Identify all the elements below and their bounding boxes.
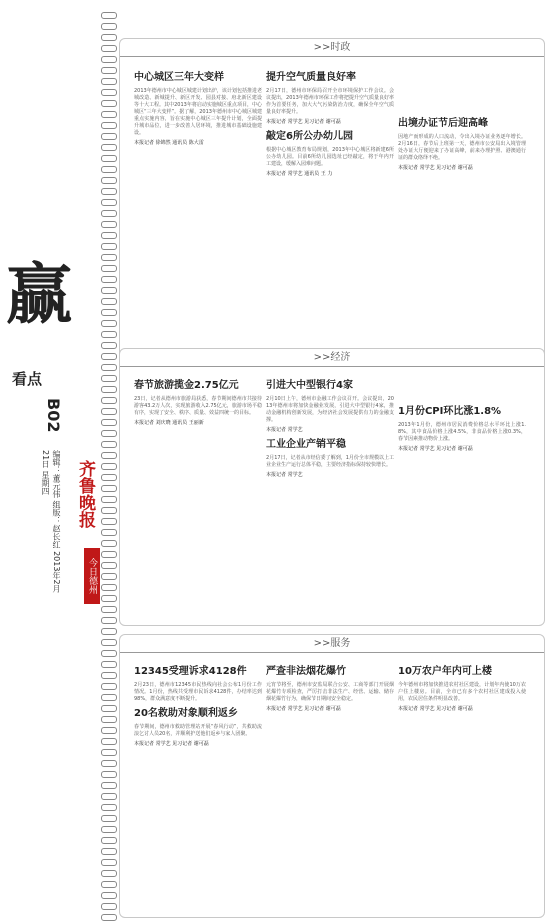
binder-ring: [101, 562, 117, 569]
section-politics: [119, 38, 545, 378]
binder-ring: [101, 485, 117, 492]
section-economy: [119, 348, 545, 626]
article-title: 工业企业产销平稳: [266, 439, 346, 450]
article-body: 今年德州市将加快推进农村社区建设，计划年内使10万农户住上楼房。目前，全市已有多个农村社区建成投入使用，农民居住条件明显改善。: [398, 682, 526, 702]
binder-ring: [101, 254, 117, 261]
article-byline: 本报记者 常学艺 见习记者 谢可磊: [266, 706, 341, 712]
binder-ring: [101, 419, 117, 426]
binder-ring: [101, 111, 117, 118]
binder-ring: [101, 375, 117, 382]
binder-ring: [101, 177, 117, 184]
binder-ring: [101, 881, 117, 888]
binder-ring: [101, 540, 117, 547]
article-body: 因地产而形成的人口流动，令出入境办证业务逐年增长。2月16日，春节后上班第一天，德州市公安局出入境管理处办证大厅便迎来了办证高峰，前来办理护照、港澳通行证的群众络绎不绝。: [398, 134, 526, 161]
page-meta: 编辑：董元伟 组版：赵长红 2013年2月21日 星期四: [41, 450, 61, 593]
binder-ring: [101, 78, 117, 85]
binder-ring: [101, 903, 117, 910]
article-byline: 本报记者 常学艺 通讯员 王 力: [266, 171, 333, 177]
binder-ring: [101, 232, 117, 239]
binder-ring: [101, 892, 117, 899]
binder-rings: [101, 0, 115, 924]
binder-ring: [101, 452, 117, 459]
binder-ring: [101, 474, 117, 481]
binder-ring: [101, 595, 117, 602]
section-header: [120, 635, 544, 653]
column: [266, 71, 394, 182]
binder-ring: [101, 507, 117, 514]
binder-ring: [101, 705, 117, 712]
binder-ring: [101, 122, 117, 129]
section-header-label: >>时政: [308, 42, 357, 53]
article-byline: 本报记者 常学艺 见习记者 谢可磊: [398, 706, 473, 712]
article-title: 春节旅游揽金2.75亿元: [134, 380, 239, 391]
section-header-label: >>服务: [308, 638, 357, 649]
binder-ring: [101, 529, 117, 536]
article-byline: 本报记者 常学艺 见习记者 谢可磊: [398, 446, 473, 452]
binder-ring: [101, 859, 117, 866]
column: [266, 379, 394, 483]
article-title: 12345受理诉求4128件: [134, 666, 247, 677]
binder-ring: [101, 287, 117, 294]
binder-ring: [101, 782, 117, 789]
binder-ring: [101, 518, 117, 525]
binder-ring: [101, 727, 117, 734]
binder-ring: [101, 617, 117, 624]
article-title: 中心城区三年大变样: [134, 72, 224, 83]
binder-ring: [101, 188, 117, 195]
binder-ring: [101, 463, 117, 470]
section-header-label: >>经济: [308, 352, 357, 363]
binder-ring: [101, 650, 117, 657]
binder-ring: [101, 760, 117, 767]
binder-ring: [101, 331, 117, 338]
article-body: 2013年德州市中心城区城建计划出炉，该计划包括推进老城改造、新城提升、新区开发、园县对接、府北新区建设等十大工程。其中2013年将启动实施城区重点项目，中心城区“三年大变样”。据了解，2013年德州市中心城区城建重点实施内容，旨在实施中心城区三年提升计划，全面提升城市品位，进一步改善人居环境，推进城市基础设施建设。: [134, 88, 262, 136]
binder-ring: [101, 672, 117, 679]
binder-ring: [101, 276, 117, 283]
binder-ring: [101, 441, 117, 448]
sidebar-sub-title: 看点: [12, 370, 43, 388]
binder-ring: [101, 320, 117, 327]
binder-ring: [101, 738, 117, 745]
binder-ring: [101, 793, 117, 800]
binder-ring: [101, 45, 117, 52]
binder-ring: [101, 67, 117, 74]
article-byline: 本报记者 徐锦然 通讯员 陈大雷: [134, 140, 204, 146]
sidebar: [0, 0, 115, 924]
article-title: 敲定6所公办幼儿园: [266, 131, 353, 142]
section-service: [119, 634, 545, 918]
binder-ring: [101, 914, 117, 921]
binder-ring: [101, 56, 117, 63]
article-body: 23日，记者从德州市旅游局获悉，春节期间德州市共接待游客43.2万人次，实现旅游收入2.75亿元，旅游市场平稳有序，实现了安全、秩序、质量、效益四统一的目标。: [134, 396, 262, 416]
article-body: 根据中心城区教育布局规划，2013年中心城区将新建6所公办幼儿园。目前6所幼儿园选址已经敲定，将于年内开工建设，缓解入园难问题。: [266, 147, 394, 167]
page-number: B02: [44, 398, 63, 433]
binder-ring: [101, 430, 117, 437]
column: [134, 71, 262, 151]
binder-ring: [101, 342, 117, 349]
article-body: 2013年1月份，德州市居民消费价格总水平环比上涨1.8%，其中食品价格上涨4.5%，非食品价格上涨0.3%，春节因素推动物价上涨。: [398, 422, 526, 442]
binder-ring: [101, 848, 117, 855]
binder-ring: [101, 826, 117, 833]
article-byline: 本报记者 常学艺: [266, 427, 303, 433]
article-title: 引进大中型银行4家: [266, 380, 353, 391]
binder-ring: [101, 309, 117, 316]
article-title: 1月份CPI环比涨1.8%: [398, 406, 502, 417]
binder-ring: [101, 199, 117, 206]
binder-ring: [101, 815, 117, 822]
column: [134, 379, 262, 431]
column: [266, 665, 394, 717]
binder-ring: [101, 265, 117, 272]
binder-ring: [101, 870, 117, 877]
binder-ring: [101, 694, 117, 701]
article-title: 提升空气质量良好率: [266, 72, 356, 83]
binder-ring: [101, 804, 117, 811]
binder-ring: [101, 716, 117, 723]
article-body: 2月17日，记者从市经信委了解到，1月份全市规模以上工业企业生产运行总体平稳，主要经济指标保持较快增长。: [266, 455, 394, 468]
article-byline: 本报记者 常学艺: [266, 472, 303, 478]
newspaper-name: 齐鲁晚报: [75, 460, 95, 528]
binder-ring: [101, 353, 117, 360]
article-byline: 本报记者 常学艺 见习记者 谢可磊: [398, 165, 473, 171]
binder-ring: [101, 628, 117, 635]
binder-ring: [101, 89, 117, 96]
binder-ring: [101, 243, 117, 250]
binder-ring: [101, 144, 117, 151]
binder-ring: [101, 683, 117, 690]
binder-ring: [101, 12, 117, 19]
binder-ring: [101, 749, 117, 756]
binder-ring: [101, 133, 117, 140]
article-title: 出境办证节后迎高峰: [398, 118, 488, 129]
article-byline: 本报记者 常学艺 见习记者 谢可磊: [134, 741, 209, 747]
binder-ring: [101, 386, 117, 393]
article-body: 元宵节将至，德州市安监局联合公安、工商等部门开展烟花爆竹专项检查，严厉打击非法生产、经营、运输、储存烟花爆竹行为，确保节日期间安全稳定。: [266, 682, 394, 702]
sidebar-big-char: 赢: [6, 256, 70, 333]
article-title: 20名救助对象顺利返乡: [134, 708, 238, 719]
column: [398, 405, 526, 457]
column: [134, 665, 262, 752]
binder-ring: [101, 221, 117, 228]
binder-ring: [101, 397, 117, 404]
article-body: 春节期间，德州市救助管理站开展“春风行动”，共救助流浪乞讨人员20名，并顺利护送他们返乡与家人团聚。: [134, 724, 262, 737]
article-byline: 本报记者 常学艺 见习记者 谢可磊: [266, 119, 341, 125]
article-body: 2月23日，德州市12345市民热线向社会公布1月份工作情况。1月份，热线共受理市民诉求4128件，办结率达到98%，群众满意度不断提升。: [134, 682, 262, 702]
article-title: 严查非法烟花爆竹: [266, 666, 346, 677]
article-body: 2月17日，德州市环保局召开全市环境保护工作会议。会议提出，2013年德州市环保工作将把提升空气质量良好率作为首要任务，加大大气污染防治力度，确保全年空气质量良好率提升。: [266, 88, 394, 115]
article-byline: 本报记者 刘庆晓 通讯员 王丽新: [134, 420, 204, 426]
binder-ring: [101, 573, 117, 580]
binder-ring: [101, 837, 117, 844]
binder-ring: [101, 496, 117, 503]
column: [398, 665, 526, 717]
today-badge: 今日德州: [84, 548, 100, 604]
binder-ring: [101, 639, 117, 646]
binder-ring: [101, 155, 117, 162]
binder-ring: [101, 100, 117, 107]
binder-ring: [101, 584, 117, 591]
binder-ring: [101, 364, 117, 371]
binder-ring: [101, 551, 117, 558]
binder-ring: [101, 23, 117, 30]
binder-ring: [101, 298, 117, 305]
binder-ring: [101, 771, 117, 778]
binder-ring: [101, 34, 117, 41]
article-title: 10万农户年内可上楼: [398, 666, 492, 677]
binder-ring: [101, 166, 117, 173]
binder-ring: [101, 606, 117, 613]
section-header: [120, 39, 544, 57]
article-body: 2月10日上午，德州市金融工作会议召开。会议提出，2013年德州市将加快金融业发展，引进大中型银行4家，推动金融机构创新发展，为经济社会发展提供有力的金融支撑。: [266, 396, 394, 423]
section-header: [120, 349, 544, 367]
binder-ring: [101, 408, 117, 415]
binder-ring: [101, 210, 117, 217]
column: [398, 117, 526, 176]
binder-ring: [101, 661, 117, 668]
